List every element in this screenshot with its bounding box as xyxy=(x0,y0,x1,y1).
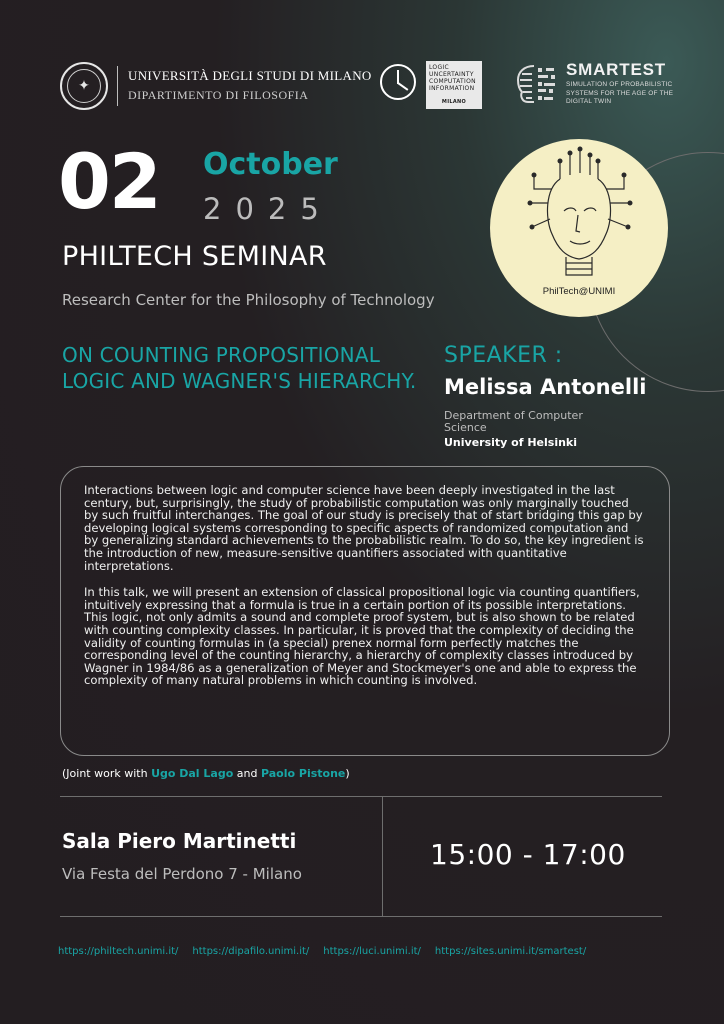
event-day: 02 xyxy=(58,137,160,226)
smartest-brain-icon xyxy=(514,62,558,106)
luci-word: LOGIC xyxy=(429,64,449,71)
joint-work-note xyxy=(62,767,350,780)
university-seal-logo xyxy=(60,62,108,110)
column-divider xyxy=(382,797,383,917)
venue-address: Via Festa del Perdono 7 - Milano xyxy=(62,865,302,883)
speaker-name: Melissa Antonelli xyxy=(444,375,647,399)
luci-word: COMPUTATION xyxy=(429,78,476,85)
event-year: 2025 xyxy=(203,192,333,226)
logo-divider xyxy=(117,66,118,106)
university-name: UNIVERSITÀ DEGLI STUDI DI MILANO xyxy=(128,68,372,83)
section-divider xyxy=(60,796,662,797)
speaker-department: Department of Computer Science xyxy=(444,409,583,434)
department-name: DIPARTIMENTO DI FILOSOFIA xyxy=(128,88,309,102)
luci-city: MILANO xyxy=(441,99,467,105)
smartest-subtitle: SIMULATION OF PROBABILISTIC SYSTEMS FOR THE AGE OF THE DIGITAL TWIN xyxy=(566,81,674,105)
event-time: 15:00 - 17:00 xyxy=(430,838,626,871)
venue-room: Sala Piero Martinetti xyxy=(62,829,297,853)
joint-and: and xyxy=(233,767,261,780)
section-divider xyxy=(60,916,662,917)
speaker-university: University of Helsinki xyxy=(444,436,578,449)
event-month: October xyxy=(203,147,338,182)
joint-suffix: ) xyxy=(345,767,350,780)
link-smartest[interactable]: https://sites.unimi.it/smartest/ xyxy=(434,946,587,957)
abstract-paragraph: In this talk, we will present an extension of classical propositional logic via counting quantifiers, intuitively expressing that a formula is true in a certain portion of its possible interpretations. This logic, not only admits a sound and complete proof system, but is also shown to be related with counting complexity classes. In particular, it is proved that the complexity of deciding the validity of counting formulas in (a special) prenex normal form perfectly matches the corresponding level of the counting hierarchy, a hierarchy of complexity classes introduced by Wagner in 1984/86 as a generalization of Meyer and Stockmeyer's one and able to express the complexity of many natural problems in which counting is involved. xyxy=(84,585,640,688)
abstract-paragraph: Interactions between logic and computer science have been deeply investigated in the last century, but, surprisingly, the study of probabilistic computation was only marginally touched by such fruitful interchanges. The goal of our study is precisely that of start bridging this gap by developing logical systems corresponding to specific aspects of randomized computation and by generalizing standard achievements to the probabilistic realm. To do so, the key ingredient is the introduction of new, measure-sensitive quantifiers associated with quantitative interpretations. xyxy=(84,483,644,573)
link-philtech[interactable]: https://philtech.unimi.it/ xyxy=(58,946,179,957)
emblem-label: PhilTech@UNIMI xyxy=(542,286,616,297)
footer-links xyxy=(58,946,678,957)
luci-logo xyxy=(426,61,482,109)
link-dipafilo[interactable]: https://dipafilo.unimi.it/ xyxy=(192,946,310,957)
smartest-title: SMARTEST xyxy=(566,60,666,79)
coauthor-name: Ugo Dal Lago xyxy=(151,767,234,780)
luci-word: INFORMATION xyxy=(429,85,475,92)
coauthor-name: Paolo Pistone xyxy=(260,767,346,780)
speaker-label: SPEAKER : xyxy=(444,343,563,368)
joint-prefix: (Joint work with xyxy=(62,767,152,780)
seal-inner-icon: ✦ xyxy=(67,69,101,103)
philtech-emblem xyxy=(490,139,668,317)
talk-title: ON COUNTING PROPOSITIONAL LOGIC AND WAGNER'S HIERARCHY. xyxy=(62,343,417,393)
abstract xyxy=(84,484,646,701)
research-center-name: Research Center for the Philosophy of Technology xyxy=(62,291,435,309)
seminar-series-title: PHILTECH SEMINAR xyxy=(62,241,327,272)
link-luci[interactable]: https://luci.unimi.it/ xyxy=(323,946,421,957)
luci-word: UNCERTAINTY xyxy=(429,71,474,78)
